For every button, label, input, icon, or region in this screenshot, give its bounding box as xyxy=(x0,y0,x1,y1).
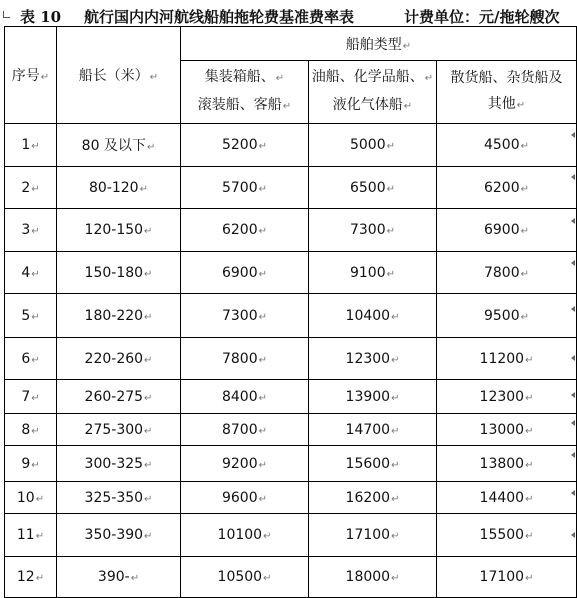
table-row xyxy=(5,294,577,338)
col-header-length: 船长（米）↵ xyxy=(57,27,181,124)
cell-fee-tanker: 10400↵ xyxy=(309,294,437,338)
table-row xyxy=(5,380,577,414)
edge-marker-icon xyxy=(571,132,575,138)
fee-rate-table xyxy=(4,26,577,598)
edge-marker-icon xyxy=(571,306,575,312)
cell-fee-bulk: 9500↵ xyxy=(437,294,577,338)
cell-index: 3↵ xyxy=(5,209,57,252)
table-row xyxy=(5,252,577,294)
cell-fee-tanker: 7300↵ xyxy=(309,209,437,252)
cell-fee-tanker: 18000↵ xyxy=(309,557,437,598)
cell-fee-bulk: 14400↵ xyxy=(437,482,577,514)
cell-length: 120-150↵ xyxy=(57,209,181,252)
cell-fee-container: 7300↵ xyxy=(181,294,309,338)
cell-fee-tanker: 17100↵ xyxy=(309,514,437,557)
cell-index: 4↵ xyxy=(5,252,57,294)
table-row xyxy=(5,338,577,380)
table-row xyxy=(5,514,577,557)
cell-fee-tanker: 15600↵ xyxy=(309,446,437,482)
edge-marker-icon xyxy=(571,420,575,426)
table-row xyxy=(5,446,577,482)
cell-index: 1↵ xyxy=(5,124,57,167)
cell-fee-container: 10500↵ xyxy=(181,557,309,598)
col-header-bulk-general-other: 散货船、杂货船及 其他↵ xyxy=(437,61,577,124)
text-boundary-mark xyxy=(3,11,10,18)
cell-length: 260-275↵ xyxy=(57,380,181,414)
edge-marker-icon xyxy=(571,392,575,398)
edge-marker-icon xyxy=(571,174,575,180)
edge-marker-icon xyxy=(571,355,575,361)
cell-fee-container: 6900↵ xyxy=(181,252,309,294)
cell-length: 150-180↵ xyxy=(57,252,181,294)
cell-fee-container: 6200↵ xyxy=(181,209,309,252)
edge-marker-icon xyxy=(571,490,575,496)
cell-index: 9↵ xyxy=(5,446,57,482)
cell-length: 180-220↵ xyxy=(57,294,181,338)
cell-index: 7↵ xyxy=(5,380,57,414)
cell-fee-bulk: 4500↵ xyxy=(437,124,577,167)
cell-fee-bulk: 11200↵ xyxy=(437,338,577,380)
cell-length: 80 及以下↵ xyxy=(57,124,181,167)
table-row xyxy=(5,557,577,598)
edge-marker-icon xyxy=(571,452,575,458)
col-header-index: 序号↵ xyxy=(5,27,57,124)
cell-index: 6↵ xyxy=(5,338,57,380)
cell-fee-container: 5700↵ xyxy=(181,167,309,209)
table-row xyxy=(5,482,577,514)
cell-index: 12↵ xyxy=(5,557,57,598)
cell-index: 5↵ xyxy=(5,294,57,338)
cell-fee-bulk: 12300↵ xyxy=(437,380,577,414)
cell-length: 80-120↵ xyxy=(57,167,181,209)
cell-fee-bulk: 17100↵ xyxy=(437,557,577,598)
cell-length: 275-300↵ xyxy=(57,414,181,446)
header-row-1 xyxy=(5,27,577,61)
table-row xyxy=(5,124,577,167)
cell-fee-bulk: 15500↵ xyxy=(437,514,577,557)
cell-fee-container: 7800↵ xyxy=(181,338,309,380)
cell-length: 350-390↵ xyxy=(57,514,181,557)
cell-fee-container: 8400↵ xyxy=(181,380,309,414)
cell-fee-bulk: 6200↵ xyxy=(437,167,577,209)
cell-index: 11↵ xyxy=(5,514,57,557)
cell-fee-tanker: 13900↵ xyxy=(309,380,437,414)
cell-fee-bulk: 13800↵ xyxy=(437,446,577,482)
table-number: 表 10 xyxy=(20,8,62,26)
table-title: 航行国内内河航线船舶拖轮费基准费率表 xyxy=(84,8,355,26)
cell-fee-container: 10100↵ xyxy=(181,514,309,557)
edge-marker-icon xyxy=(571,218,575,224)
cell-index: 10↵ xyxy=(5,482,57,514)
col-header-ship-type: 船舶类型↵ xyxy=(181,27,577,61)
cell-fee-bulk: 6900↵ xyxy=(437,209,577,252)
table-row xyxy=(5,414,577,446)
cell-length: 300-325↵ xyxy=(57,446,181,482)
edge-marker-icon xyxy=(571,532,575,538)
cell-fee-tanker: 16200↵ xyxy=(309,482,437,514)
cell-index: 8↵ xyxy=(5,414,57,446)
table-row xyxy=(5,209,577,252)
cell-fee-container: 8700↵ xyxy=(181,414,309,446)
cell-fee-tanker: 5000↵ xyxy=(309,124,437,167)
cell-fee-tanker: 12300↵ xyxy=(309,338,437,380)
col-header-oil-chemical-gas: 油船、化学品船、↵ 液化气体船↵ xyxy=(309,61,437,124)
cell-fee-tanker: 6500↵ xyxy=(309,167,437,209)
cell-length: 220-260↵ xyxy=(57,338,181,380)
cell-fee-bulk: 13000↵ xyxy=(437,414,577,446)
unit-label: 计费单位：元/拖轮艘次 xyxy=(404,8,560,26)
cell-fee-bulk: 7800↵ xyxy=(437,252,577,294)
cell-fee-tanker: 9100↵ xyxy=(309,252,437,294)
cell-length: 325-350↵ xyxy=(57,482,181,514)
cell-fee-container: 9200↵ xyxy=(181,446,309,482)
cell-index: 2↵ xyxy=(5,167,57,209)
cell-fee-container: 9600↵ xyxy=(181,482,309,514)
table-row xyxy=(5,167,577,209)
col-header-container-ro-ro-passenger: 集装箱船、↵ 滚装船、客船↵ xyxy=(181,61,309,124)
cell-fee-tanker: 14700↵ xyxy=(309,414,437,446)
cell-length: 390-↵ xyxy=(57,557,181,598)
cell-fee-container: 5200↵ xyxy=(181,124,309,167)
edge-marker-icon xyxy=(571,260,575,266)
table-caption xyxy=(0,0,577,26)
